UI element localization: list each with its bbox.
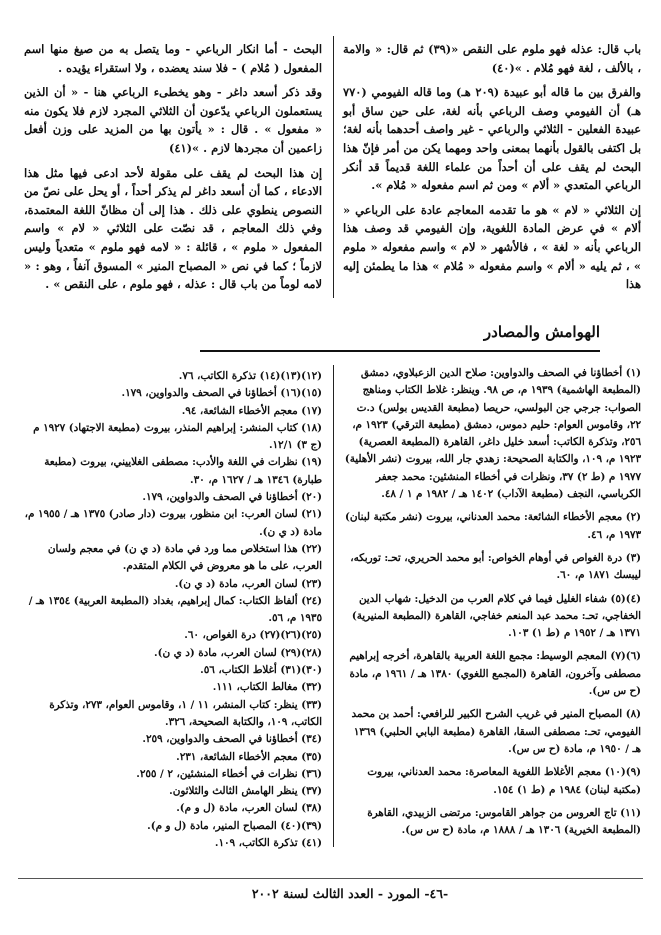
paragraph: وقد ذكر أسعد داغر - وهو يخطىء الرباعي هنا - « أن الذين يستعملون الرباعي يدّعون أن الثلاثي المجرد لازم فلا يكون منه « مفعول » . قال : « يأتون بها من المزيد على وزن أفعل زاعمين أن مجردها لازم . »(٤١) bbox=[24, 85, 322, 155]
footer-rule bbox=[18, 878, 643, 879]
column-divider bbox=[333, 36, 334, 298]
reference-item: (٢٢) هذا استخلاص مما ورد في مادة (د ي ن) في معجم ولسان العرب، على ما هو معروض في الكلام المتقدم. bbox=[47, 542, 322, 573]
paragraph: والفرق بين ما قاله أبو عبيدة (٢٠٩ هـ) وما قاله الفيومي (٧٧٠ هـ) أن الفيومي وصف الرباعي بأنه لغة، على حين ساق أبو عبيدة الفعلين - الثلاثي والرباعي - غير واصف أحدهما بأنه لغة؛ بل اكتفى بالقول بأنهما بمعنى واحد ومهما يكن من أمر فإنّ هذا البحث لم يقف على أن أحداً من علماء اللغة قديماً قد أنكر الرباعي المتعدي « ألام » ومن ثم اسم مفعوله « مُلام ». bbox=[343, 85, 641, 193]
reference-item: (١٥)(١٦) أخطاؤنا في الصحف والدواوين، ١٧٩. bbox=[121, 387, 322, 400]
reference-item: (٢) معجم الأخطاء الشائعة: محمد العدناني، بيروت (نشر مكتبة لبنان) ١٩٧٣ م، ٤٦. bbox=[345, 511, 641, 541]
reference-item: (٢٨)(٢٩) لسان العرب، مادة (د ي ن). bbox=[154, 646, 322, 659]
reference-item: (٣٦) نظرات في أخطاء المنشئين، ٢ / ٢٥٥. bbox=[136, 767, 322, 780]
reference-item: (٢٣) لسان العرب، مادة (د ي ن). bbox=[174, 577, 322, 590]
reference-item: (٨) المصباح المنير في غريب الشرح الكبير للرافعي: أحمد بن محمد الفيومي، تحـ: مصطفى السقا، القاهرة (مطبعة البابي الحلبي) ١٣٦٩ هـ / ١٩٥٠ م، مادة (ح س س). bbox=[351, 708, 641, 755]
references-divider bbox=[333, 365, 334, 847]
paragraph: البحث - أما انكار الرباعي - وما يتصل به من صيغ منها اسم المفعول ( مُلام ) - فلا سند يعضده ، ولا استقراء يؤيده . bbox=[24, 42, 322, 75]
reference-item: (٩)(١٠) معجم الأغلاط اللغوية المعاصرة: محمد العدناني، بيروت (مكتبة لبنان) ١٩٨٤ م (ط ١) ١٥٤. bbox=[367, 766, 641, 796]
reference-item: (٣٤) أخطاؤنا في الصحف والدواوين، ٢٥٩. bbox=[142, 733, 322, 746]
references-heading: الهوامش والمصادر bbox=[483, 323, 600, 341]
paragraph: إن هذا البحث لم يقف على مقولة لأحد ادعى فيها مثل هذا الادعاء ، كما أن أسعد داغر لم يذكر أحداً ، أو يحل على نصّ من النصوص ينطوي على ذلك . هذا إلى أن مظانّ اللغة المعتمدة، وفي ذلك المعاجم ، قد نصّت على الثلاثي « لام » واسم المفعول « ملوم » ، قائلة : « لامه فهو ملوم » متعدياً وليس لازماً ؛ كما في نص « المصباح المنير » المسوق آنفاً ، وهو : « لامه لوماً من باب قال : عذله ، فهو ملوم ، على النقص » . bbox=[24, 165, 322, 292]
reference-item: (١٨) كتاب المنشر: إبراهيم المنذر، بيروت (مطبعة الاجتهاد) ١٩٢٧ م (ج ٣) ١٢/١. bbox=[33, 421, 322, 452]
page-footer: -٤٦- المورد - العدد الثالث لسنة ٢٠٠٢ bbox=[251, 886, 449, 901]
reference-item: (١٧) معجم الأخطاء الشائعة، ٩٤. bbox=[181, 404, 322, 417]
reference-item: (٢١) لسان العرب: ابن منظور، بيروت (دار صادر) ١٣٧٥ هـ / ١٩٥٥ م، مادة (د ي ن). bbox=[24, 508, 322, 538]
reference-item: (٣) درة الغواص في أوهام الخواص: أبو محمد الحريري، تحـ: توربكه، ليبسك ١٨٧١ م، ٦٠. bbox=[350, 551, 641, 582]
reference-item: (٣٣) ينظر: كتاب المنشر، ١١ / ١، وقاموس العوام، ٢٧٣، وتذكرة الكاتب، ١٠٩، والكتابة الصحيحة، ٣٢٦. bbox=[49, 698, 322, 728]
reference-item: (٣٧) ينظر الهامش الثالث والثلاثون. bbox=[169, 785, 322, 798]
reference-item: (٣٥) معجم الأخطاء الشائعة، ٢٣١. bbox=[176, 750, 322, 763]
reference-item: (١٢)(١٣)(١٤) تذكرة الكاتب، ٧٦. bbox=[178, 370, 322, 382]
reference-item: (٣٢) مغالط الكتاب، ١١١. bbox=[212, 681, 322, 694]
reference-item: (٦)(٧) المعجم الوسيط: مجمع اللغة العربية بالقاهرة، أخرجه إبراهيم مصطفى وآخرون، القاهرة (المجمع اللغوي) ١٣٨٠ هـ / ١٩٦١ م، مادة (ح س س). bbox=[349, 650, 641, 698]
reference-item: (١١) تاج العروس من جواهر القاموس: مرتضى الزبيدي، القاهرة (المطبعة الخيرية) ١٣٠٦ هـ / ١٨٨٨ م، مادة (ح س س). bbox=[367, 806, 641, 837]
reference-item: (٣٨) لسان العرب، مادة (ل و م). bbox=[176, 802, 322, 815]
references-column-left bbox=[24, 368, 322, 852]
reference-item: (١٩) نظرات في اللغة والأدب: مصطفى الغلاييني، بيروت (مطبعة طبارة) ١٣٤٦ هـ / ١٦٢٧ م، ٣٠. bbox=[44, 456, 322, 486]
heading-underline bbox=[200, 350, 600, 352]
reference-item: (١) أخطاؤنا في الصحف والدواوين: صلاح الدين الزعبلاوي، دمشق (المطبعة الهاشمية) ١٩٣٩ م، ص ٩٨. وينظر: غلاط الكتاب ومناهج الصواب: جرجي جن البولسي، حريصا (مطبعة القديس بولس) د.ت ٢٢، وقاموس العوام: حليم دموس، دمشق (مطبعة الترقي) ١٩٢٣ م، ٢٥٦، وتذكرة الكاتب: أسعد خليل داغر، القاهرة (المطبعة العصرية) ١٩٢٣ م، ١٠٩، والكتابة الصحيحة: زهدي جار الله، بيروت (نشر الأهلية) ١٩٧٧ م (ط ٢) ٣٧، ونظرات في أخطاء المنشئين: محمد جعفر الكرباسي، النجف (مطبعة الآداب) ١٤٠٢ هـ / ١٩٨٢ م ١ / ٤٨. bbox=[344, 367, 641, 501]
references-column-right bbox=[343, 365, 641, 845]
reference-item: (٣٠)(٣١) أغلاط الكتاب، ٥٦. bbox=[200, 664, 322, 677]
reference-item: (٤١) تذكرة الكاتب، ١٠٩. bbox=[214, 837, 322, 850]
body-column-right bbox=[343, 40, 641, 300]
reference-item: (٢٠) أخطاؤنا في الصحف والدواوين، ١٧٩. bbox=[142, 491, 322, 504]
paragraph: إن الثلاثي « لام » هو ما تقدمه المعاجم عادة على الرباعي « ألام » في عرض المادة اللغوية، وإن الفيومي قد وصف هذا الرباعي بأنه « لغة » ، فالأشهر « لام » واسم مفعوله « ملوم » ، ثم يليه « ألام » واسم مفعوله « مُلام » هذا ما يطمئن إليه هذا bbox=[343, 202, 641, 292]
reference-item: (٤)(٥) شفاء الغليل فيما في كلام العرب من الدخيل: شهاب الدين الخفاجي، تحـ: محمد عبد المنعم خفاجي، القاهرة (المطبعة المنيرية) ١٣٧١ هـ / ١٩٥٢ م (ط ١) ١٠٣. bbox=[351, 592, 641, 640]
body-column-left bbox=[24, 40, 322, 300]
reference-item: (٢٤) ألفاظ الكتاب: كمال إبراهيم، بغداد (المطبعة العربية) ١٣٥٤ هـ / ١٩٣٥ م، ٥٦. bbox=[28, 594, 322, 625]
paragraph: باب قال: عذله فهو ملوم على النقص «(٣٩) ثم قال: « والامة ، بالألف ، لغة فهو مُلام . »(٤٠) bbox=[343, 42, 642, 75]
reference-item: (٣٩)(٤٠) المصباح المنير، مادة (ل و م). bbox=[147, 819, 322, 832]
reference-item: (٢٥)(٢٦)(٢٧) درة الغواص، ٦٠. bbox=[184, 629, 322, 642]
